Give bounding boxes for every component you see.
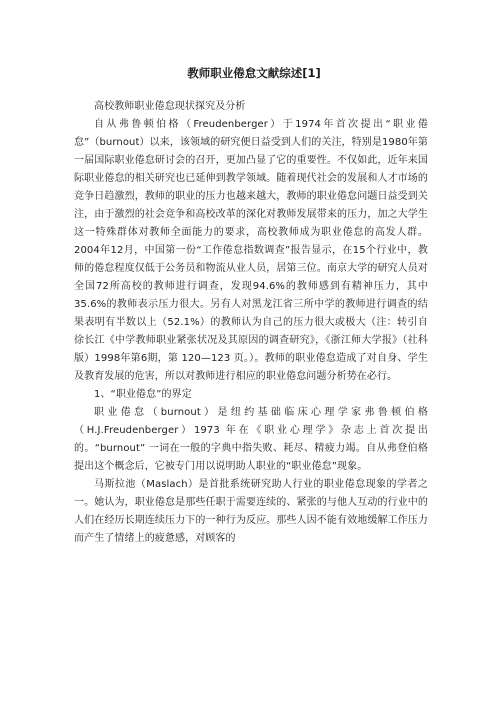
subsection-heading: 1、“职业倦怠”的界定	[94, 389, 192, 400]
section-heading: 高校教师职业倦怠现状探究及分析	[94, 101, 246, 112]
document-title: 教师职业倦怠文献综述[1]	[187, 66, 321, 80]
body-paragraph: 职业倦怠（burnout）是纽约基础临床心理学家弗鲁顿伯格（H.J.Freudenberger）1973 年在《职业心理学》杂志上首次提出的。“burnout” 一词在一般的字典中指失败、耗尽、精疲力竭。自从弗登伯格提出这个概念后，它被专门用以说明助人职业的“职业倦怠”现象。	[74, 407, 428, 472]
body-paragraph: 马斯拉池（Maslach）是首批系统研究助人行业的职业倦怠现象的学者之一。她认为，职业倦怠是那些任职于需要连续的、紧张的与他人互动的行业中的人们在经历长期连续压力下的一种行为反应。那些人因不能有效地缓解工作压力而产生了情绪上的疲惫感，对顾客的	[74, 479, 428, 544]
body-paragraph: 自从弗鲁顿伯格（Freudenberger）于1974年首次提出“职业倦怠”（burnout）以来，该领域的研究便日益受到人们的关注，特别是1980年第一届国际职业倦怠研讨会的召开，更加凸显了它的重要性。不仅如此，近年来国际职业倦怠的相关研究也已延伸到教学领域。随着现代社会的发展和人才市场的竞争日趋激烈，教师的职业的压力也越来越大，教师的职业倦怠问题日益受到关注，由于激烈的社会竞争和高校改革的深化对教师发展带来的压力，加之大学生这一特殊群体对教师全面能力的要求，高校教师成为职业倦怠的高发人群。2004年12月，中国第一份“工作倦怠指数调查”报告显示，在15个行业中，教师的倦怠程度仅低于公务员和物流从业人员，居第三位。南京大学的研究人员对全国72所高校的教师进行调查，发现94.6%的教师感到有精神压力，其中 35.6%的教师表示压力很大。另有人对黑龙江省三所中学的教师进行调查的结果表明有半数以上（52.1%）的教师认为自己的压力很大或极大（注：转引自徐长江《中学教师职业紧张状况及其原因的调查研究》，《浙江师大学报》（社科版）1998年第6期，第 120—123 页。）。教师的职业倦怠造成了对自身、学生及教育发展的危害，所以对教师进行相应的职业倦怠问题分析势在必行。	[74, 119, 428, 382]
